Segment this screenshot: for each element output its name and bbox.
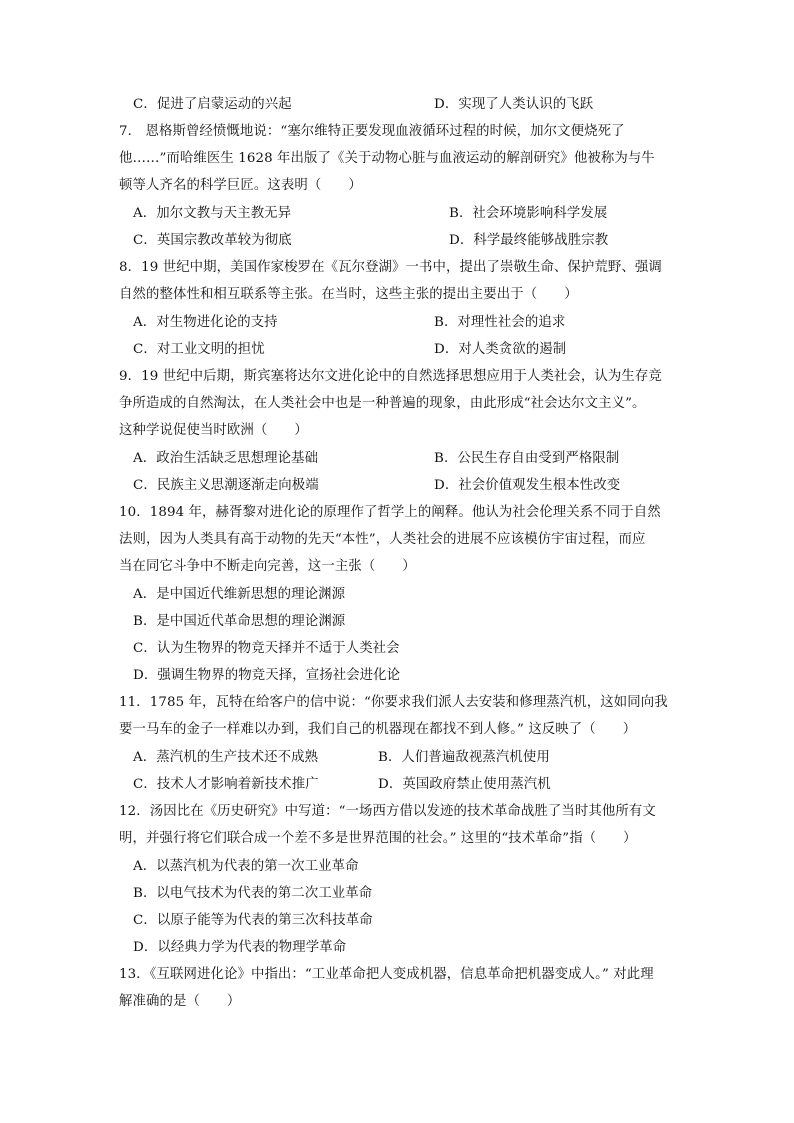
q9-stem-line-2: 争所造成的自然淘汰，在人类社会中也是一种普遍的现象，由此形成“社会达尔文主义”。 (119, 396, 646, 411)
q6-option-d: D．实现了人类认识的飞跃 (434, 97, 594, 112)
q11-stem-line-1: 11．1785 年，瓦特在给客户的信中说：“你要求我们派人去安装和修理蒸汽机，这如同向我 (119, 695, 668, 710)
q12-option-b: B．以电气技术为代表的第二次工业革命 (133, 886, 373, 901)
q7-stem-line-1: 7． 恩格斯曾经愤慨地说：“塞尔维特正要发现血液循环过程的时候，加尔文便烧死了 (119, 124, 625, 139)
q12-stem-line-2: 明，并强行将它们联合成一个差不多是世界范围的社会。” 这里的“技术革命”指（ ） (119, 831, 637, 846)
q11-stem-line-2: 要一马车的金子一样难以办到，我们自己的机器现在都找不到人修。” 这反映了（ ） (119, 722, 637, 737)
q7-option-c: C．英国宗教改革较为彻底 (133, 233, 292, 248)
q12-stem-line-1: 12．汤因比在《历史研究》中写道：“一场西方借以发迹的技术革命战胜了当时其他所有文 (119, 804, 656, 819)
q10-option-d: D．强调生物界的物竞天择，宣扬社会进化论 (133, 668, 401, 683)
q6-option-c: C．促进了启蒙运动的兴起 (133, 97, 292, 112)
q10-option-b: B．是中国近代革命思想的理论渊源 (133, 614, 346, 629)
q7-option-b: B．社会环境影响科学发展 (449, 206, 608, 221)
q13-stem-line-1: 13．《互联网进化论》中指出：“工业革命把人变成机器，信息革命把机器变成人。” 对此理 (119, 967, 654, 982)
q8-option-d: D．对人类贪欲的遏制 (434, 342, 567, 357)
q9-option-d: D．社会价值观发生根本性改变 (434, 478, 621, 493)
q9-option-b: B．公民生存自由受到严格限制 (434, 451, 620, 466)
q12-option-a: A．以蒸汽机为代表的第一次工业革命 (133, 859, 359, 874)
q11-option-b: B．人们普遍敌视蒸汽机使用 (378, 750, 550, 765)
q8-option-c: C．对工业文明的担忧 (133, 342, 265, 357)
q7-stem-line-3: 顿等人齐名的科学巨匠。这表明（ ） (119, 178, 362, 193)
q13-stem-line-2: 解准确的是（ ） (119, 994, 241, 1009)
q8-stem-line-2: 自然的整体性和相互联系等主张。在当时，这些主张的提出主要出于（ ） (119, 287, 578, 302)
q10-option-c: C．认为生物界的物竞天择并不适于人类社会 (133, 641, 400, 656)
q11-option-d: D．英国政府禁止使用蒸汽机 (378, 777, 551, 792)
q9-option-a: A．政治生活缺乏思想理论基础 (133, 451, 319, 466)
q8-option-b: B．对理性社会的追求 (434, 315, 566, 330)
q7-option-d: D．科学最终能够战胜宗教 (449, 233, 609, 248)
q10-option-a: A．是中国近代维新思想的理论渊源 (133, 587, 346, 602)
q9-stem-line-3: 这种学说促使当时欧洲（ ） (119, 423, 308, 438)
q11-option-a: A．蒸汽机的生产技术还不成熟 (133, 750, 319, 765)
q9-option-c: C．民族主义思潮逐渐走向极端 (133, 478, 319, 493)
q10-stem-line-3: 当在同它斗争中不断走向完善，这一主张（ ） (119, 559, 416, 574)
q10-stem-line-2: 法则，因为人类具有高于动物的先天“本性”，人类社会的进展不应该模仿宇宙过程，而应 (119, 532, 646, 547)
q12-option-d: D．以经典力学为代表的物理学革命 (133, 940, 347, 955)
q10-stem-line-1: 10．1894 年，赫胥黎对进化论的原理作了哲学上的阐释。他认为社会伦理关系不同于自然 (119, 505, 661, 520)
q7-option-a: A．加尔文教与天主教无异 (133, 206, 292, 221)
q9-stem-line-1: 9．19 世纪中后期，斯宾塞将达尔文进化论中的自然选择思想应用于人类社会，认为生存竞 (119, 369, 662, 384)
q7-stem-line-2: 他……”而哈维医生 1628 年出版了《关于动物心脏与血液运动的解剖研究》他被称为与牛 (119, 151, 655, 166)
q8-option-a: A．对生物进化论的支持 (133, 315, 278, 330)
q12-option-c: C．以原子能等为代表的第三次科技革命 (133, 913, 373, 928)
q8-stem-line-1: 8．19 世纪中期，美国作家梭罗在《瓦尔登湖》一书中，提出了崇敬生命、保护荒野、强调 (119, 260, 662, 275)
q11-option-c: C．技术人才影响着新技术推广 (133, 777, 319, 792)
